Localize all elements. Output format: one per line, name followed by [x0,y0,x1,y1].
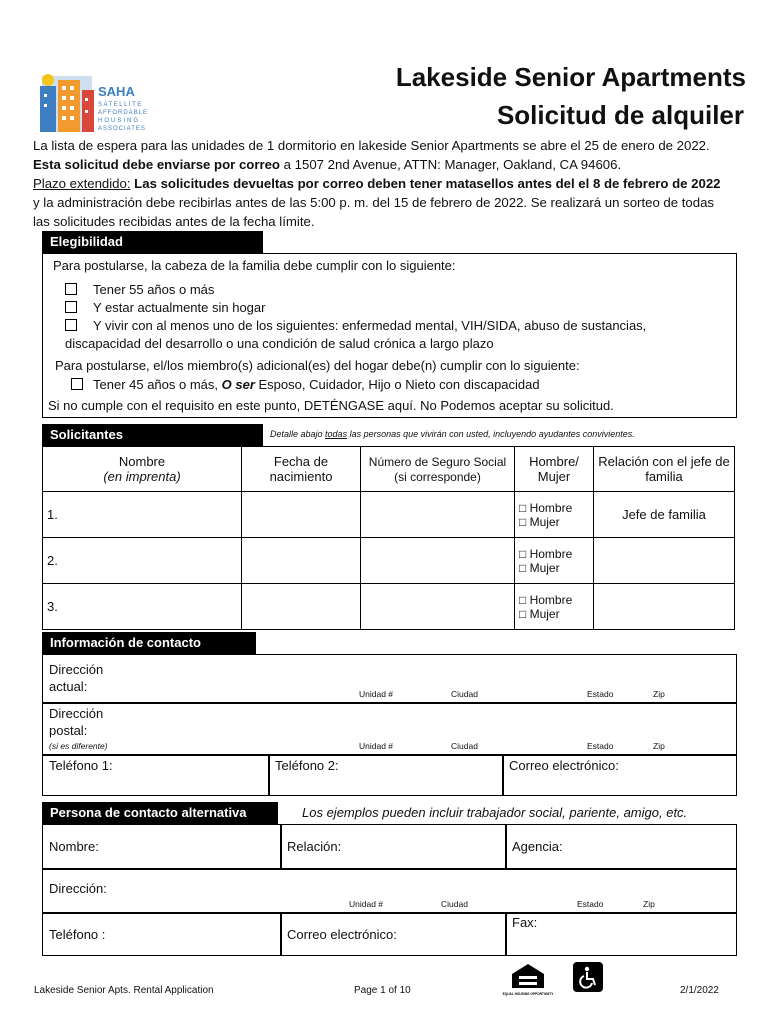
footer-date: 2/1/2022 [680,985,719,996]
svg-text:EQUAL HOUSING OPPORTUNITY: EQUAL HOUSING OPPORTUNITY [502,992,554,996]
checkbox-age-55[interactable] [65,283,77,295]
svg-text:SATELLITE: SATELLITE [98,102,143,108]
applicants-note: Detalle abajo todas las personas que vivirán con usted, incluyendo ayudantes convivientes. [270,429,635,439]
relation-field[interactable] [594,584,735,630]
svg-text:ASSOCIATES: ASSOCIATES [98,126,146,132]
alt-address-field[interactable]: Dirección: Unidad # Ciudad Estado Zip [42,868,737,914]
checkbox-additional-member[interactable] [71,378,83,390]
alt-name-field[interactable]: Nombre: [42,824,282,870]
col-ssn: Número de Seguro Social (si corresponde) [361,447,515,492]
checkbox-condition[interactable] [65,319,77,331]
col-name: Nombre (en imprenta) [43,447,242,492]
saha-logo [36,58,156,134]
alt-agency-field[interactable]: Agencia: [505,824,737,870]
svg-text:HOUSING: HOUSING [98,118,141,124]
alternate-note: Los ejemplos pueden incluir trabajador social, pariente, amigo, etc. [302,805,688,820]
alt-relation-field[interactable]: Relación: [280,824,507,870]
row-number: 1. [43,492,242,538]
col-relation: Relación con el jefe de familia [594,447,735,492]
table-row: 2. □ Hombre □ Mujer [43,538,735,584]
dob-field[interactable] [242,492,361,538]
row-number: 2. [43,538,242,584]
dob-field[interactable] [242,538,361,584]
alt-phone-field[interactable]: Teléfono : [42,912,282,956]
applicants-table [42,446,735,630]
alt-email-field[interactable]: Correo electrónico: [280,912,507,956]
svg-text:AFFORDABLE: AFFORDABLE [98,110,149,116]
ssn-field[interactable] [361,492,515,538]
eligibility-warning: Si no cumple con el requisito en este punto, DETÉNGASE aquí. No Podemos aceptar su solicitud. [48,398,614,413]
table-row: 1. □ Hombre □ Mujer Jefe de familia [43,492,735,538]
page-subtitle: Solicitud de alquiler [496,100,744,130]
ssn-field[interactable] [361,584,515,630]
applicants-header: Solicitantes [42,424,263,446]
footer-page: Page 1 of 10 [354,985,411,996]
accessibility-icon [573,962,603,992]
ssn-field[interactable] [361,538,515,584]
eligibility-box: Para postularse, la cabeza de la familia debe cumplir con lo siguiente: Tener 55 años o más Y estar actualmente sin hogar Y vivir con al menos uno de los siguientes: enfermedad mental, VIH/SIDA, abuso de sustancias, discapacidad del desarrollo o una condición de salud crónica a largo plazo Para postularse, el/los miembro(s) adicional(es) del hogar debe(n) cumplir con lo siguiente: Tener 45 años o más, O ser Esposo, Cuidador, Hijo o Nieto con discapacidad Si no cumple con el requisito en este punto, DETÉNGASE aquí. No Podemos aceptar su solicitud. [42,253,737,418]
alt-fax-field[interactable]: Fax: [505,912,737,956]
contact-header: Información de contacto [42,632,256,654]
col-sex: Hombre/ Mujer [515,447,594,492]
logo-name: SAHA [98,84,135,99]
phone2-field[interactable]: Teléfono 2: [268,754,504,796]
equal-housing-icon [502,962,554,998]
email-field[interactable]: Correo electrónico: [502,754,737,796]
dob-field[interactable] [242,584,361,630]
current-address-field[interactable]: Dirección actual: Unidad # Ciudad Estado Zip [42,654,737,704]
phone1-field[interactable]: Teléfono 1: [42,754,270,796]
alternate-contact-header: Persona de contacto alternativa [42,802,278,824]
page-title: Lakeside Senior Apartments [395,62,746,92]
intro-text: La lista de espera para las unidades de 1 dormitorio en lakeside Senior Apartments se abre el 25 de enero de 2022. Esta solicitud debe enviarse por correo a 1507 2nd Avenue, ATTN: Manager, Oakland, CA 94606. Plazo extendido: Las solicitudes devueltas por correo deben tener matasellos antes del el 8 de febrero de 2022 y la administración debe recibirlas antes de las 5:00 p. m. del 15 de febrero de 2022. Se realizará un sorteo de todas las solicitudes recibidas antes de la fecha límite. [33,138,721,229]
col-dob: Fecha de nacimiento [242,447,361,492]
row-number: 3. [43,584,242,630]
mailing-address-field[interactable]: Dirección postal: (si es diferente) Unidad # Ciudad Estado Zip [42,702,737,756]
table-row: 3. □ Hombre □ Mujer [43,584,735,630]
eligibility-header: Elegibilidad [42,231,263,253]
relation-field[interactable] [594,538,735,584]
footer-left: Lakeside Senior Apts. Rental Application [34,985,214,996]
checkbox-homeless[interactable] [65,301,77,313]
